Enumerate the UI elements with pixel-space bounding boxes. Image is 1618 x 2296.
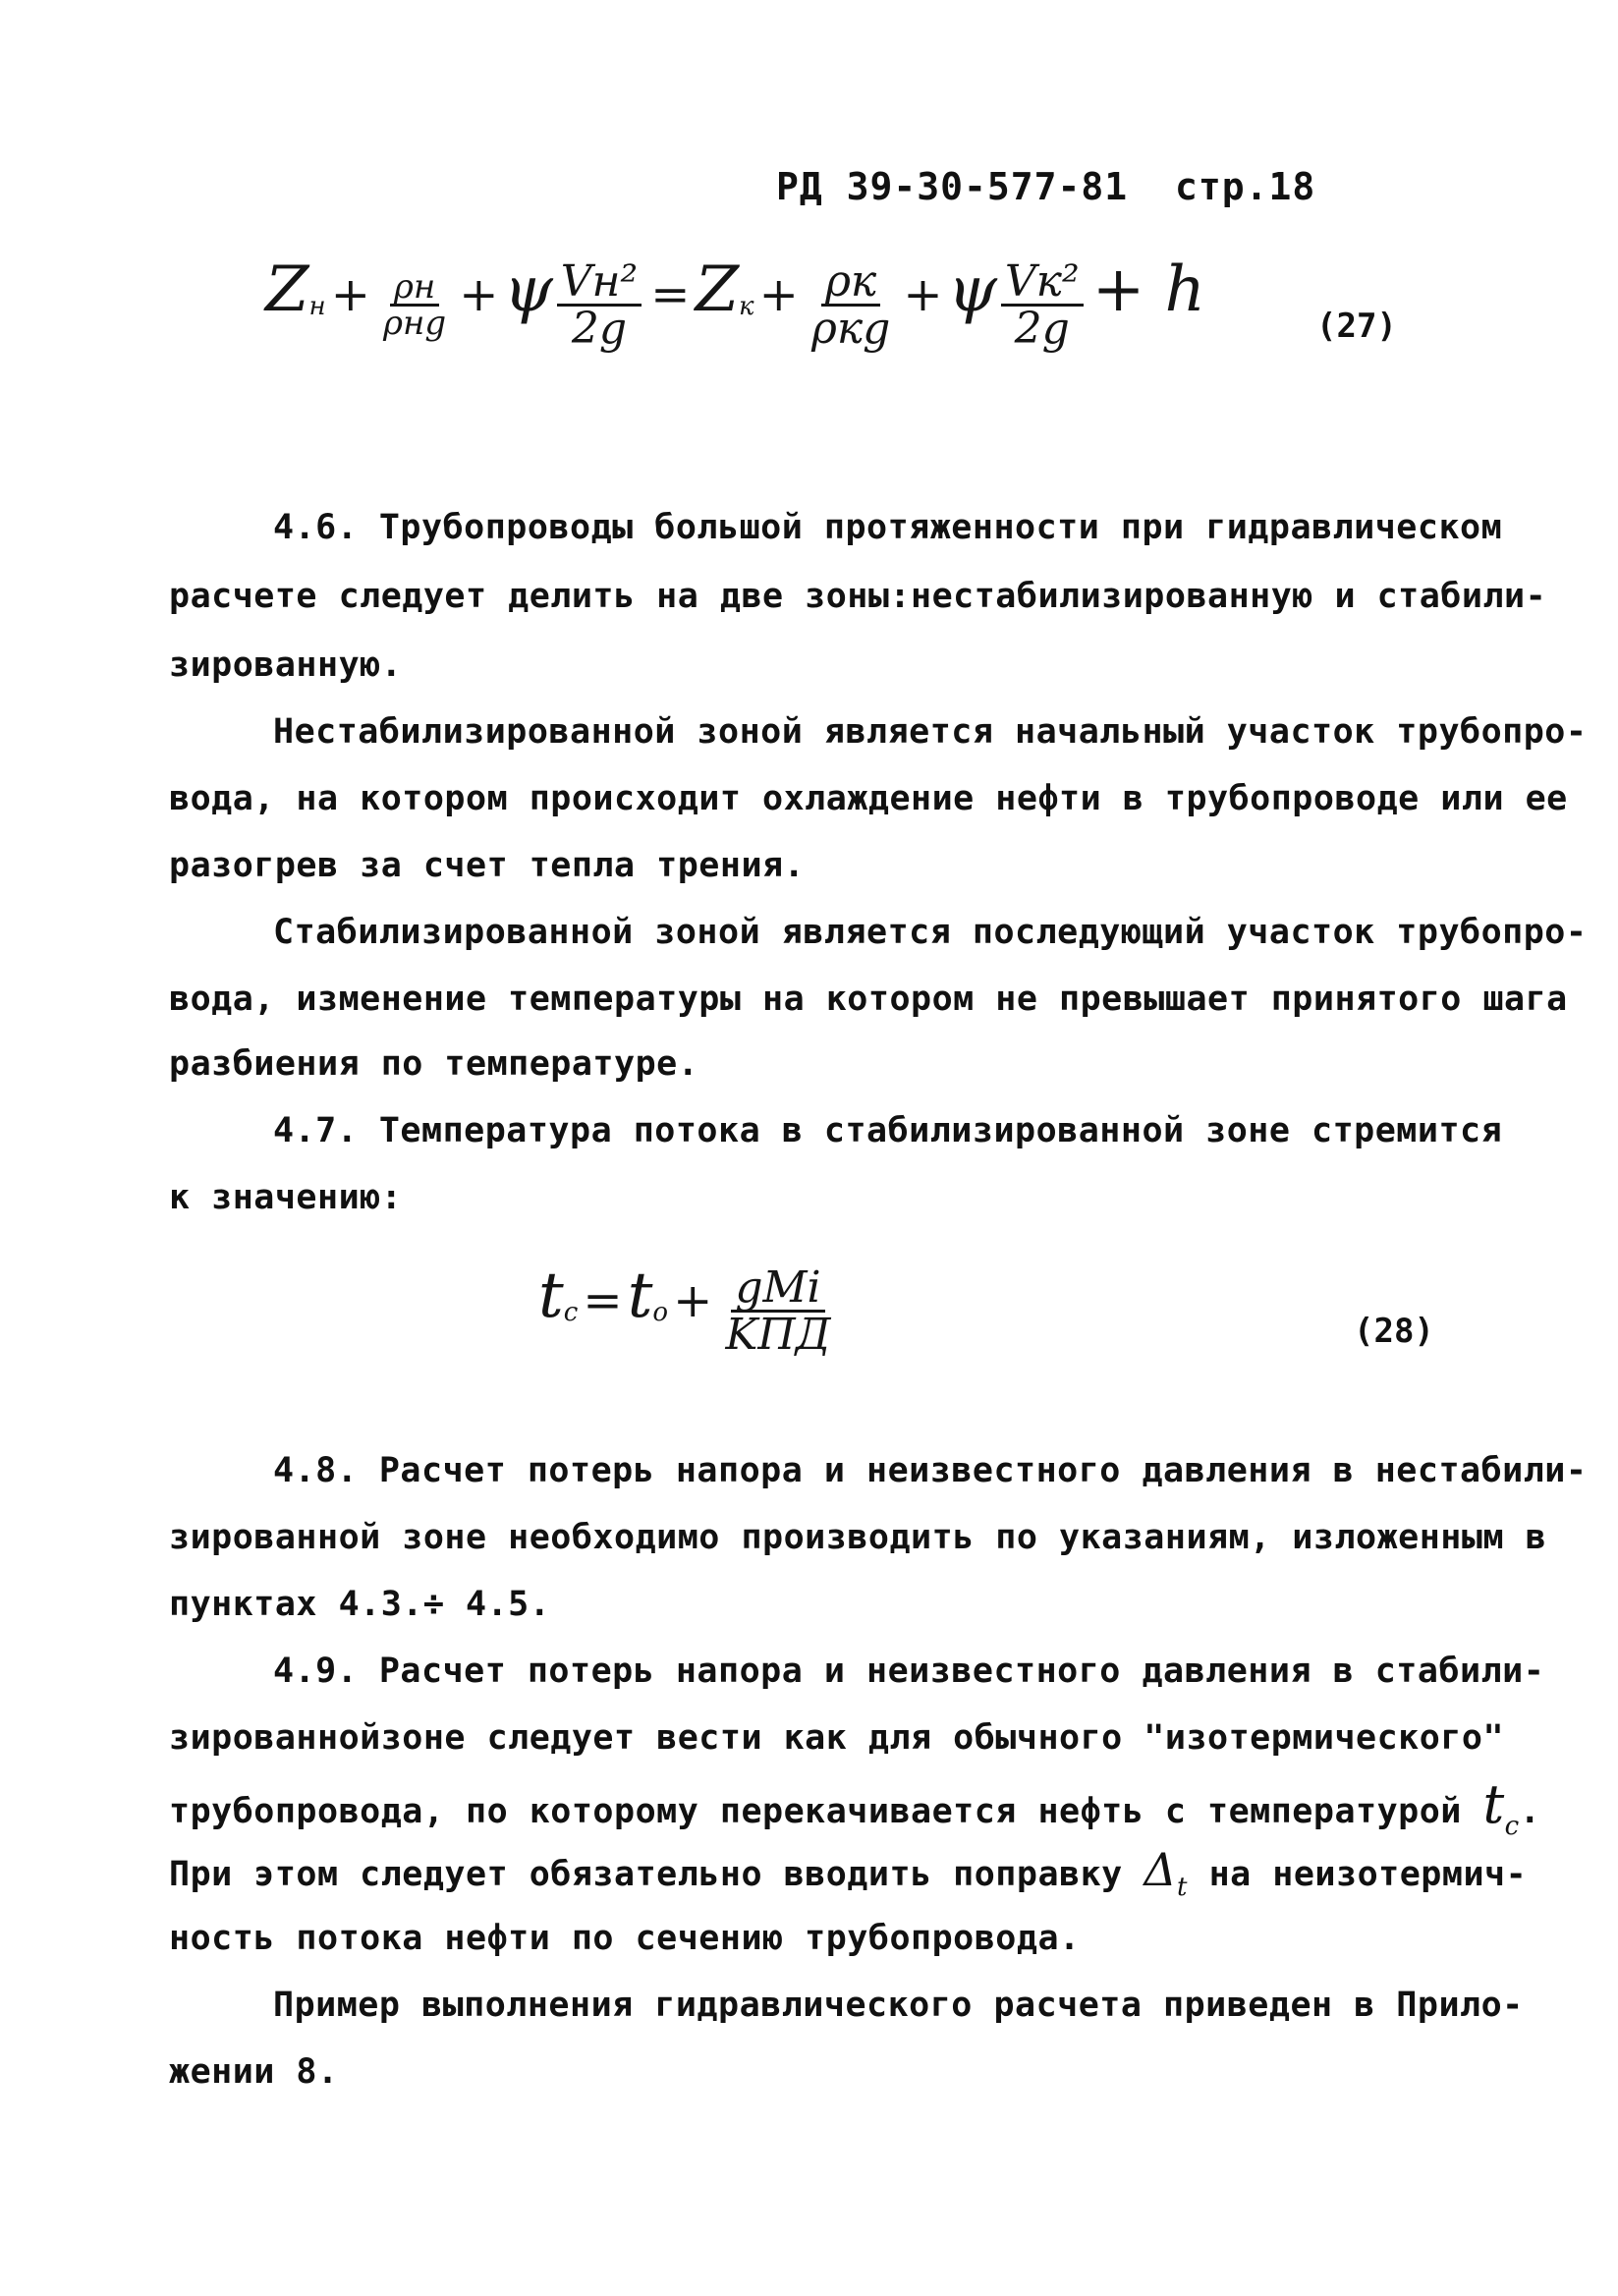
paragraph-4-8-line-3: пунктах 4.3.÷ 4.5.	[169, 1585, 551, 1624]
paragraph-unstable-zone-line-1: Нестабилизированной зоной является начальный участок трубопро-	[273, 712, 1588, 752]
paragraph-unstable-zone-line-3: разогрев за счет тепла трения.	[169, 846, 806, 885]
paragraph-example-line-1: Пример выполнения гидравлического расчета приведен в Прило-	[273, 1986, 1524, 2025]
fraction-pressure-end: $\frac{\rho к}{\text{ρкg}}$	[810, 255, 891, 354]
equation-27: $Z_н$ + $\frac{\rho н}{\text{ρнg}}$ + ψ $\frac{\text{Vн²}}{2g}$ = $Z_к$ + $\frac{\rho к}{\text{ρкg}}$ + ψ $\frac{\text{Vк²}}{2g}$ + h	[265, 253, 1205, 354]
paragraph-4-8-line-2: зированной зоне необходимо производить по указаниям, изложенным в	[169, 1518, 1547, 1557]
equation-28: $t_c = t_o$ + $\frac{\text{gMi}}{\text{KПД}}$	[538, 1260, 838, 1358]
fraction-velocity-start: $\frac{\text{Vн²}}{2g}$	[557, 260, 642, 352]
paragraph-4-7-line-2: к значению:	[169, 1178, 403, 1217]
paragraph-4-9-line-4: При этом следует обязательно вводить поправку $\Delta_t$ на неизотермич-	[169, 1843, 1528, 1903]
correction-symbol: $\Delta_t$	[1144, 1843, 1188, 1903]
paragraph-stable-zone-line-2: вода, изменение температуры на котором не превышает принятого шага	[169, 980, 1568, 1019]
temperature-symbol: $t_c$	[1482, 1773, 1520, 1841]
page-number: стр.18	[1174, 165, 1316, 208]
paragraph-4-8-line-1: 4.8. Расчет потерь напора и неизвестного давления в нестабили-	[273, 1451, 1588, 1490]
page-header	[776, 165, 1315, 208]
paragraph-unstable-zone-line-2: вода, на котором происходит охлаждение нефти в трубопроводе или ее	[169, 779, 1568, 818]
paragraph-4-9-line-1: 4.9. Расчет потерь напора и неизвестного давления в стабили-	[273, 1652, 1545, 1691]
paragraph-stable-zone-line-3: разбиения по температуре.	[169, 1044, 699, 1084]
paragraph-4-9-line-2: зированнойзоне следует вести как для обычного "изотермического"	[169, 1718, 1505, 1758]
paragraph-4-9-line-5: ность потока нефти по сечению трубопровода.	[169, 1919, 1081, 1958]
paragraph-4-9-line-3: трубопровода, по которому перекачивается нефть с температурой $t_c$.	[169, 1773, 1541, 1841]
fraction-heat-term: $\frac{\text{gMi}}{\text{KПД}}$	[725, 1261, 831, 1360]
paragraph-4-6-line-2: расчете следует делить на две зоны:нестабилизированную и стабили-	[169, 577, 1547, 616]
document-code: РД 39-30-577-81	[776, 165, 1129, 208]
fraction-pressure-start: $\frac{\rho н}{\text{ρнg}}$	[383, 267, 447, 344]
paragraph-stable-zone-line-1: Стабилизированной зоной является последующий участок трубопро-	[273, 913, 1588, 952]
paragraph-4-6-line-3: зированную.	[169, 645, 403, 685]
paragraph-example-line-2: жении 8.	[169, 2052, 339, 2092]
paragraph-4-6-line-1: 4.6. Трубопроводы большой протяженности при гидравлическом	[273, 508, 1503, 547]
equation-27-number: (27)	[1316, 307, 1397, 346]
equation-28-number: (28)	[1354, 1312, 1434, 1351]
fraction-velocity-end: $\frac{\text{Vк²}}{2g}$	[1001, 260, 1084, 352]
paragraph-4-7-line-1: 4.7. Температура потока в стабилизированной зоне стремится	[273, 1111, 1503, 1150]
